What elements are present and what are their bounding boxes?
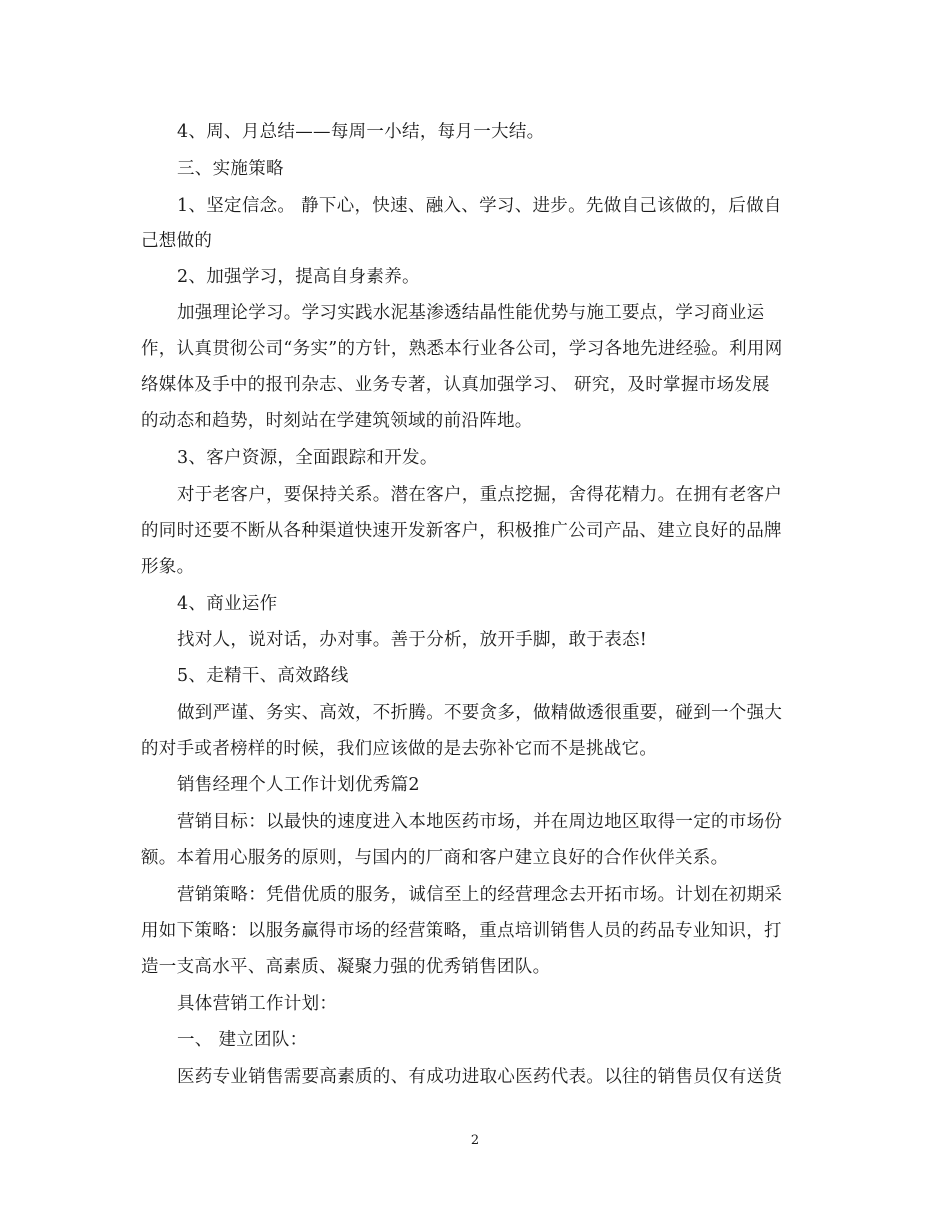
- section-heading: 一、 建立团队：: [177, 1030, 308, 1050]
- text-line: 具体营销工作计划：: [177, 994, 338, 1014]
- text-line: 的同时还要不断从各种渠道快速开发新客户，积极推广公司产品、建立良好的品牌: [141, 521, 782, 541]
- text-line: 2、加强学习，提高自身素养。: [177, 267, 420, 287]
- text-line: 造一支高水平、高素质、凝聚力强的优秀销售团队。: [141, 957, 551, 977]
- text-line: 找对人，说对话，办对事。善于分析，放开手脚，敢于表态!: [177, 630, 648, 650]
- text-line: 形象。: [141, 557, 195, 577]
- text-line: 4、周、月总结——每周一小结，每月一大结。: [177, 122, 545, 142]
- section-heading: 销售经理个人工作计划优秀篇2: [177, 775, 420, 795]
- text-line: 4、商业运作: [177, 594, 278, 614]
- text-line: 做到严谨、务实、高效，不折腾。不要贪多，做精做透很重要，碰到一个强大: [177, 703, 783, 723]
- text-line: 3、客户资源，全面跟踪和开发。: [177, 448, 438, 468]
- text-line: 营销策略：凭借优质的服务，诚信至上的经营理念去开拓市场。计划在初期采: [177, 885, 783, 905]
- text-line: 的对手或者榜样的时候，我们应该做的是去弥补它而不是挑战它。: [141, 739, 658, 759]
- text-line: 1、坚定信念。 静下心，快速、融入、学习、进步。先做自己该做的，后做自: [177, 196, 782, 216]
- text-line: 额。本着用心服务的原则，与国内的厂商和客户建立良好的合作伙伴关系。: [141, 848, 729, 868]
- page-number: 2: [470, 1133, 480, 1148]
- text-line: 用如下策略：以服务赢得市场的经营策略，重点培训销售人员的药品专业知识，打: [141, 921, 782, 941]
- text-line: 营销目标：以最快的速度进入本地医药市场，并在周边地区取得一定的市场份: [177, 812, 783, 832]
- text-line: 己想做的: [141, 231, 213, 251]
- text-line: 5、走精干、高效路线: [177, 666, 349, 686]
- text-line: 的动态和趋势，时刻站在学建筑领域的前沿阵地。: [141, 411, 533, 431]
- text-line: 对于老客户，要保持关系。潜在客户，重点挖掘，舍得花精力。在拥有老客户: [177, 485, 783, 505]
- text-line: 医药专业销售需要高素质的、有成功进取心医药代表。以往的销售员仅有送货: [177, 1067, 783, 1087]
- text-line: 加强理论学习。学习实践水泥基渗透结晶性能优势与施工要点，学习商业运: [177, 303, 765, 323]
- text-line: 络媒体及手中的报刊杂志、业务专著，认真加强学习、 研究，及时掌握市场发展: [141, 375, 770, 395]
- text-line: 作，认真贯彻公司“务实”的方针，熟悉本行业各公司，学习各地先进经验。利用网: [141, 339, 783, 359]
- section-heading: 三、实施策略: [177, 159, 284, 179]
